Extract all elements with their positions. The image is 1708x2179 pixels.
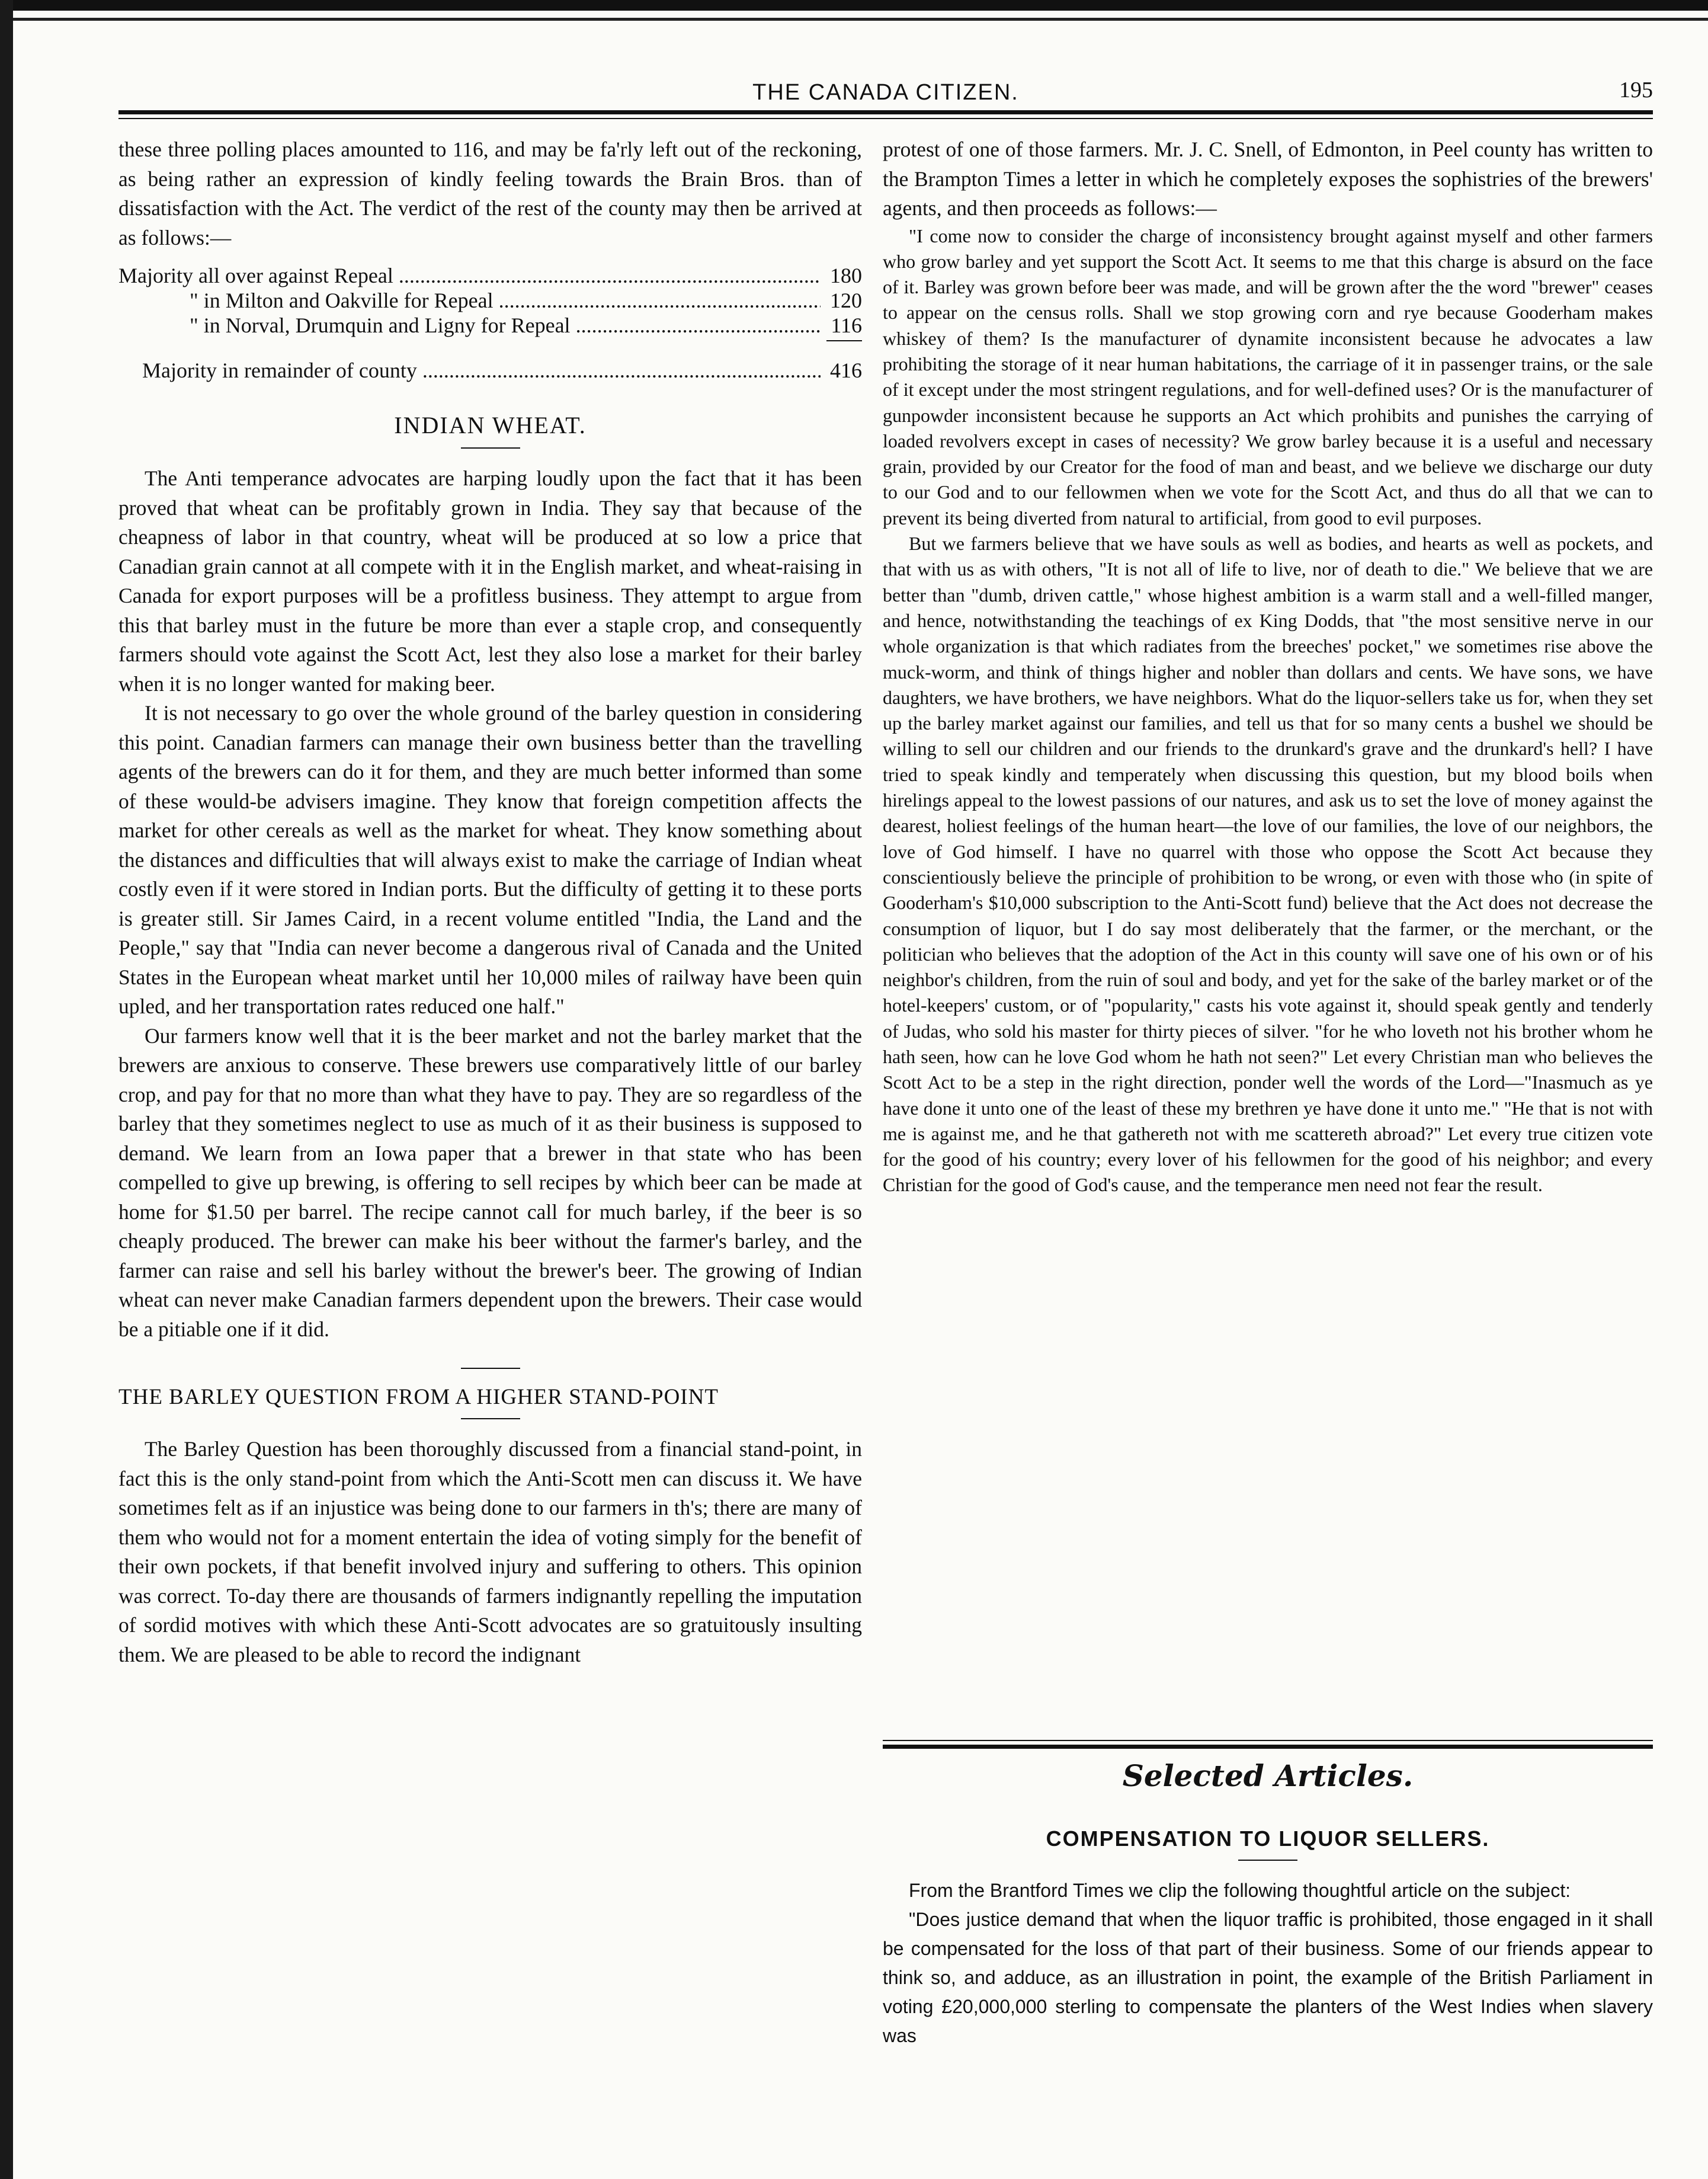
tally-value: 180 <box>830 264 862 287</box>
tally-row <box>118 313 862 338</box>
right-column <box>883 135 1653 1198</box>
letter-paragraph: "I come now to consider the charge of inconsistency brought against myself and other farmers who grow barley and yet support the Scott Act. It seems to me that this charge is absurd on the face of it. Barley was grown before beer was made, and will be grown after the the word "brewer" ceases to appear on the census rolls. Shall we stop growing corn and rye because Gooderham makes whiskey of them? Is the manufacturer of dynamite inconsistent because he advocates a law prohibiting the storage of it near human habitations, the carriage of it in passenger trains, or the sale of it except under the most stringent regulations, and for well-defined uses? Or is the manufacturer of gunpowder inconsistent because he supports an Act which prohibits and punishes the carrying of loaded revolvers except in cases of necessity? We grow barley because it is a useful and necessary grain, provided by our Creator for the food of man and beast, and we believe we discharge our duty to our God and to our fellowmen when we vote for the Scott Act, and thus do all that we can to prevent its being diverted from natural to artificial, from good to evil purposes. <box>883 225 1653 529</box>
letter-paragraph: But we farmers believe that we have souls as well as bodies, and hearts as well as pockets, and that with us as with others, "It is not all of life to live, nor of death to die." We believe that we are better than "dumb, driven cattle," whose highest ambition is a warm stall and a well-filled manger, and hence, notwithstanding the teachings of ex King Dodds, that "the most sensitive nerve in our whole organization is that which radiates from the breeches' pocket," we sometimes rise above the muck-worm, and think of things higher and nobler than dollars and cents. We have sons, we have daughters, we have brothers, we have neighbors. What do the liquor-sellers take us for, when they set up the barley market against our families, and tell us that for so many cents a bushel we should be willing to sell our children and our friends to the drunkard's grave and the drunkard's hell? I have tried to speak kindly and temperately when discussing this question, but my blood boils when hirelings appeal to the lowest passions of our natures, and ask us to set the love of money against the dearest, holiest feelings of the human heart—the love of our families, the love of our neighbors, the love of God himself. I have no quarrel with those who oppose the Scott Act because they conscientiously believe the principle of prohibition to be wrong, or even with those who (in spite of Gooderham's $10,000 subscription to the Anti-Scott fund) believe that the Act does not decrease the consumption of liquor, but I do say most deliberately that the farmer, or the merchant, or the politician who believes that the adoption of the Act in this county will save one of his own or of his neighbor's children, from the ruin of soul and body, and yet for the sake of the barley market or of the hotel-keepers' custom, or of "popularity," casts his vote against it, should speak gently and tenderly of Judas, who sold his master for thirty pieces of silver. "for he who loveth not his brother whom he hath seen, how can he love God whom he hath not seen?" Let every Christian man who believes the Scott Act to be a step in the right direction, ponder well the words of the Lord—"Inasmuch as ye have done it unto one of the least of these my brethren ye have done it unto me." "He that is not with me is against me, and he that gathereth not with me scattereth abroad?" Let every true citizen vote for the good of his country; every lover of his fellowmen for the good of his neighbor; and every Christian for the good of God's cause, and the temperance men need not fear the result. <box>883 533 1653 1196</box>
selected-articles-section <box>883 1740 1653 2050</box>
top-border-bar <box>0 0 1708 11</box>
section-rule-thin <box>883 1740 1653 1741</box>
tally-label: " in Milton and Oakville for Repeal ..... <box>118 288 821 313</box>
publication-title: THE CANADA CITIZEN. <box>752 80 1019 105</box>
top-border-line <box>0 18 1708 21</box>
heading-dash <box>461 447 520 449</box>
page-left-edge <box>0 0 13 2179</box>
article-paragraph: Our farmers know well that it is the beer market and not the barley market that the brewers are anxious to conserve. These brewers use comparatively little of our barley crop, and pay for that no more than what they have to pay. They are so regardless of the barley that they sometimes neglect to use as much of it as their business is supposed to demand. We learn from an Iowa paper that a brewer in that state who has been compelled to give up brewing, is offering to sell recipes by which beer can be made at home for $1.50 per barrel. The recipe cannot call for much barley, if the beer is so cheaply produced. The brewer can make his beer without the farmer's barley, and the farmer can raise and sell his barley without the brewer's beer. The growing of Indian wheat can never make Canadian farmers dependent upon the brewers. Their case would be a pitiable one if it did. <box>118 1023 862 1341</box>
indian-wheat-heading: INDIAN WHEAT. <box>394 412 587 439</box>
tally-row <box>118 288 862 313</box>
section-rule-thick <box>883 1745 1653 1749</box>
majority-tally <box>118 263 862 383</box>
tally-value: 116 <box>831 313 862 337</box>
selected-articles-heading: Selected Articles. <box>1122 1758 1414 1793</box>
page-number: 195 <box>1619 78 1653 103</box>
compensation-heading: COMPENSATION TO LIQUOR SELLERS. <box>1046 1826 1490 1851</box>
tally-row <box>118 341 862 383</box>
election-intro: these three polling places amounted to 116, and may be fa'rly left out of the reckoning, as being rather an expression of kindly feeling towards the Brain Bros. than of dissatisfaction with the Act. The verdict of the rest of the county may then be arrived at as follows:— <box>118 137 862 249</box>
tally-label: " in Norval, Drumquin and Ligny for Repeal ..... <box>118 313 821 338</box>
tally-value: 120 <box>830 289 862 312</box>
section-dash <box>461 1368 520 1369</box>
article-paragraph: "Does justice demand that when the liquor traffic is prohibited, those engaged in it shall be compensated for the loss of that part of their business. Some of our friends appear to think so, and adduce, as an illustration in point, the example of the British Parliament in voting £20,000,000 sterling to compensate the planters of the West Indies when slavery was <box>883 1909 1653 2046</box>
article-paragraph: The Barley Question has been thoroughly discussed from a financial stand-point, in fact this is the only stand-point from which the Anti-Scott men can discuss it. We have sometimes felt as if an injustice was being done to our farmers in th's; there are many of them who would not for a moment entertain the idea of voting simply for the benefit of their own pockets, if that benefit involved injury and suffering to others. This opinion was correct. To-day there are thousands of farmers indignantly repelling the imputation of sordid motives with which these Anti-Scott advocates are so gratuitously insulting them. We are pleased to be able to record the indignant <box>118 1437 862 1666</box>
heading-dash <box>461 1418 520 1419</box>
article-paragraph: It is not necessary to go over the whole ground of the barley question in considering this point. Canadian farmers can manage their own business better than the travelling agents of the brewers can do it for them, and they are much better informed than some of these would-be advisers imagine. They know that foreign competition affects the market for other cereals as well as the market for wheat. They know something about the distances and difficulties that will always exist to make the carriage of Indian wheat costly even if it were stored in Indian ports. But the difficulty of getting it to these ports is greater still. Sir James Caird, in a recent volume entitled "India, the Land and the People," say that "India can never become a dangerous rival of Canada and the United States in the European wheat market until her 10,000 miles of railway have been quin upled, and her transportation rates reduced one half." <box>118 701 862 1018</box>
tally-label: Majority all over against Repeal ..... <box>118 263 821 288</box>
article-paragraph: The Anti temperance advocates are harping loudly upon the fact that it has been proved that wheat can be profitably grown in India. They say that because of the cheapness of labor in that country, wheat will be produced at so low a price that Canadian grain cannot at all compete with it in the English market, and wheat-raising in Canada for export purposes will be a profitless business. They attempt to argue from this that barley must in the future be more than ever a staple crop, and consequently farmers should vote against the Scott Act, lest they also lose a market for their barley when it is no longer wanted for making beer. <box>118 466 862 696</box>
tally-row <box>118 263 862 288</box>
heading-dash <box>1238 1860 1297 1861</box>
left-column <box>118 135 862 1669</box>
running-header <box>118 70 1653 105</box>
article-paragraph: From the Brantford Times we clip the following thoughtful article on the subject: <box>909 1880 1571 1901</box>
barley-question-heading: THE BARLEY QUESTION FROM A HIGHER STAND-POINT <box>118 1385 719 1409</box>
header-rule-thin <box>118 118 1653 119</box>
header-rule-thick <box>118 110 1653 114</box>
tally-label: Majority in remainder of county ..... <box>118 358 821 383</box>
tally-value: 416 <box>830 359 862 382</box>
article-paragraph: protest of one of those farmers. Mr. J. C. Snell, of Edmonton, in Peel county has written to the Brampton Times a letter in which he completely exposes the sophistries of the brewers' agents, and then proceeds as follows:— <box>883 137 1653 220</box>
